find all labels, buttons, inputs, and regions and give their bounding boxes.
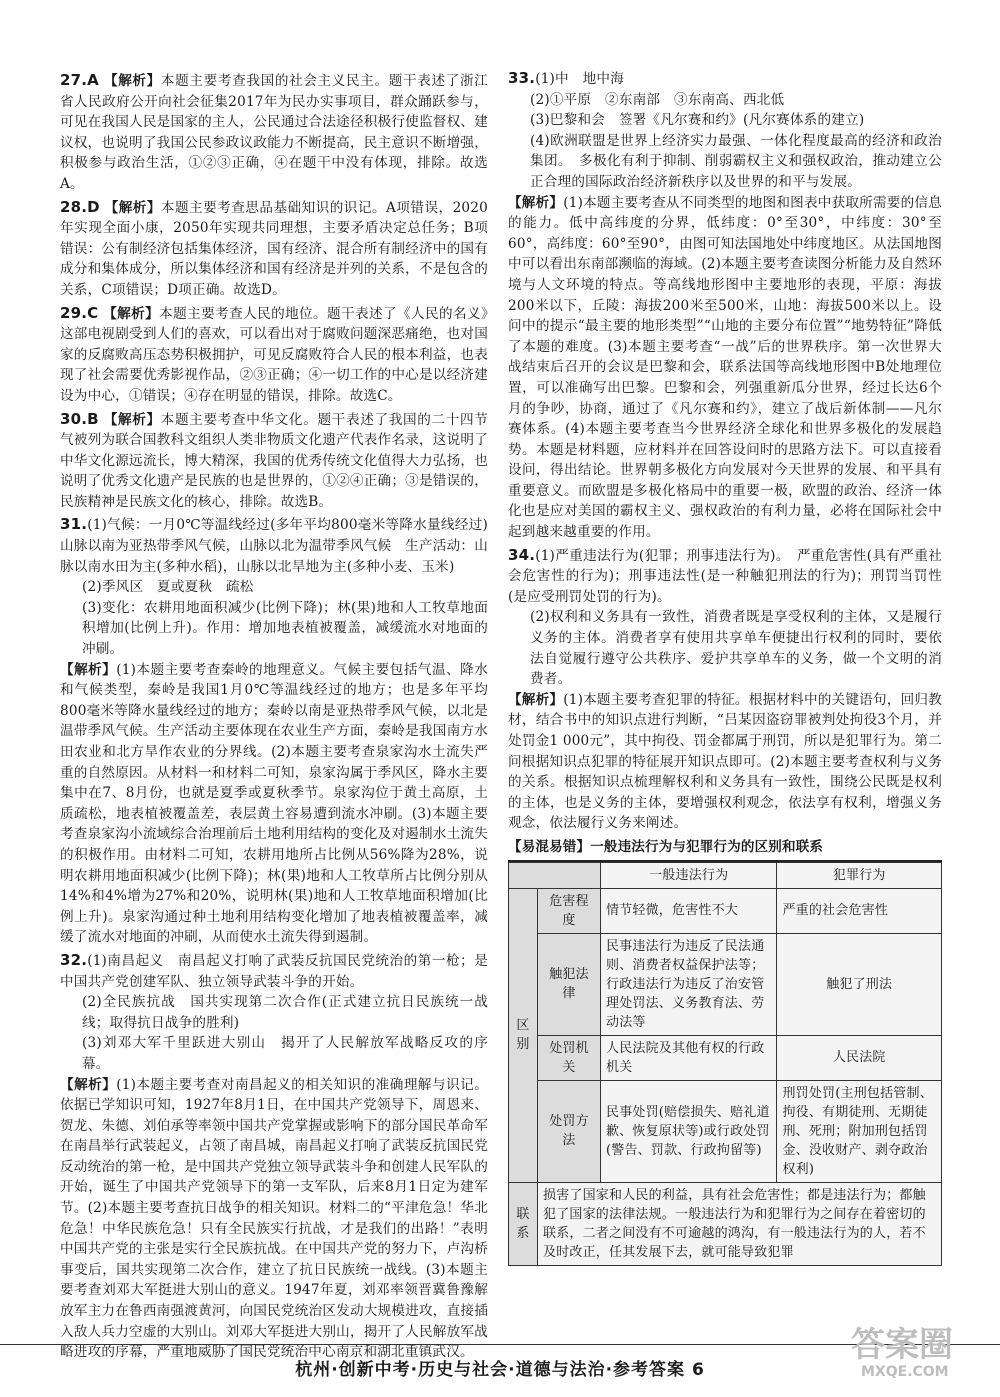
question-number: 31. [60,515,88,534]
answer-33 [508,68,942,543]
answer-34 [508,545,942,834]
row-label: 处罚机关 [538,1035,601,1080]
analysis-text: (1)本题主要考查秦岭的地理意义。气候主要包括气温、降水和气候类型，秦岭是我国1月0℃等温线经过的地方；也是多年平均800毫米等降水量线经过的地方；秦岭以南是亚热带季风气候，以北是温带季风气候。生产活动主要体现在农业生产方面，秦岭是我国南方水田农业和北方旱作农业的分界线。(2)本题主要考查泉家沟水土流失严重的自然原因。从材料一和材料二可知，泉家沟属于季风区，降水主要集中在7、8月份，也就是夏季或夏秋季节。泉家沟位于黄土高原，土质疏松，地表植被覆盖差，表层黄土容易遭到流水冲刷。(3)本题主要考查泉家沟小流域综合治理前后土地利用结构的变化及对遏制水土流失的积极作用。由材料二可知，农耕用地所占比例从56%降为28%，说明农耕用地面积减少(比例下降)；林(果)地和人工牧草所占比例分别从14%和4%增为27%和20%，说明林(果)地和人工牧草地面积增加(比例上升)。泉家沟通过种土地利用结构变化增加了地表植被覆盖率，减缓了流水对地面的冲刷，从而使水土流失得到遏制。 [60,661,488,946]
cell-crime: 严重的社会危害性 [777,888,942,933]
row-label: 危害程度 [538,888,601,933]
watermark-text: 答案圈 [851,1325,953,1365]
link-text: 损害了国家和人民的利益，具有社会危害性；都是违法行为；都触犯了国家的法律法规。一般违法行为和犯罪行为之间存在着密切的联系，二者之间没有不可逾越的鸿沟，有一般违法行为的人，若不及时改正，任其发展下去，就可能导致犯罪 [538,1182,942,1265]
row-label: 处罚方法 [538,1080,601,1182]
analysis-tag: 【解析】 [60,661,117,678]
answer-30 [60,409,488,513]
analysis-text: (1)本题主要考查从不同类型的地图和图表中获取所需要的信息的能力。低中高纬度的分界，低纬度：0°至30°，中纬度：30°至60°，高纬度：60°至90°，由图可知法国地处中纬度地区。从法国地图中可以看出东南部濒临的海域。(2)本题主要考查读图分析能力及自然环境与人文环境的特点。等高线地形图中主要地形的表现，平原：海拔200米以下，丘陵：海拔200米至500米，山地：海拔500米以上。设问中的提示“最主要的地形类型”“山地的主要分布位置”“地势特征”降低了本题的难度。(3)本题主要考查“一战”后的世界秩序。第一次世界大战结束后召开的会议是巴黎和会，联系法国等高线地形图中B处地理位置，可以准确写出巴黎。巴黎和会，列强重新瓜分世界，经过长达6个月的争吵，协商，通过了《凡尔赛和约》，建立了战后新体制——凡尔赛体系。(4)本题主要考查当今世界经济全球化和世界多极化的发展趋势。本题是材料题，应材料并在回答设问时的思路方法下。可以直接看设问，得出结论。世界朝多极化方向发展对今天世界的发展、和平具有重要意义。而欧盟是多极化格局中的重要一极，欧盟的政治、经济一体化也是应对美国的霸权主义、强权政治的有利力量，必将在国际社会中起到越来越重要的作用。 [508,194,942,541]
cell-crime: 人民法院 [777,1035,942,1080]
analysis-text: (1)本题主要考查对南昌起义的相关知识的准确理解与识记。依据已学知识可知，1927年8月1日，在中国共产党领导下，周恩来、贺龙、朱德、刘伯承等率领中国共产党掌握或影响下的部分国民革命军在南昌举行武装起义，占领了南昌城，南昌起义打响了武装反抗国民党反动统治的第一枪，是中国共产党独立领导武装斗争和创建人民军队的开始，诞生了中国共产党领导下的第一支军队，后来8月1日定为建军节。(2)本题主要考查抗日战争的相关知识。材料二的“平津危急！华北危急！中华民族危急！只有全民族实行抗战，才是我们的出路！”表明中国共产党的主张是实行全民族抗战。在中国共产党的努力下，卢沟桥事变后，国共实现第二次合作，建立了抗日民族统一战线。(3)本题主要考查刘邓大军挺进大别山的意义。1947年夏，刘邓率领晋冀鲁豫解放军主力在鲁西南强渡黄河，向国民党统治区发动大规模进攻，直接插入敌人兵力空虚的大别山。刘邓大军挺进大别山，揭开了人民解放军战略进攻的序幕，严重地威胁了国民党统治中心南京和湖北重镇武汉。 [60,1076,488,1361]
cell-crime: 触犯了刑法 [777,933,942,1035]
watermark-logo-icon [847,1320,972,1380]
analysis-text: 本题主要考查思品基础知识的识记。A项错误，2020年实现全面小康，2050年实现共同理想，主要矛盾决定总任务；B项错误：公有制经济包括集体经济，国有经济、混合所有制经济中的国有成分和集体成分，所以集体经济和国有经济是并列的关系，不是包含的关系，C项错误；D项正确。故选D。 [60,199,488,298]
analysis-tag: 【解析】 [508,691,564,708]
footer-text: 杭州·创新中考·历史与社会·道德与法治·参考答案 6 [295,1360,705,1380]
analysis-tag: 【解析】 [104,199,161,216]
table-corner [509,862,601,888]
row-label: 触犯法律 [538,933,601,1035]
question-number: 34. [508,545,536,564]
answer-part-3: (3)变化：农耕用地面积减少(比例下降)；林(果)地和人工牧草地面积增加(比例上升)。作用：增加地表植被覆盖，减缓流水对地面的冲刷。 [82,599,488,658]
answer-32 [60,950,488,1363]
answer-29 [60,303,488,407]
table-row [509,1182,942,1265]
answer-part-3: (3)巴黎和会 签署《凡尔赛和约》(凡尔赛体系的建立) [530,112,865,129]
answer-part-4: (4)欧洲联盟是世界上经济实力最强、一体化程度最高的经济和政治集团。 多极化有利于抑制、削弱霸权主义和强权政治，推动建立公正合理的国际政治经济新秩序以及世界的和平与发展。 [530,132,942,190]
table-header-row [509,862,942,888]
answer-part-1: (1)南昌起义 南昌起义打响了武装反抗国民党统治的第一枪；是中国共产党创建军队、独立领导武装斗争的开始。 [60,952,488,990]
cell-general: 民事违法行为违反了民法通则、消费者权益保护法等；行政违法行为违反了治安管理处罚法、义务教育法、劳动法等 [601,933,777,1035]
question-number: 30.B [60,409,99,428]
answer-part-2: (2)①平原 ②东南部 ③东南高、西北低 [530,91,785,108]
analysis-text: 本题主要考查我国的社会主义民主。题干表述了浙江省人民政府公开向社会征集2017年为民办实事项目，群众踊跃参与，可见在我国人民是国家的主人，公民通过合法途径积极行使监督权、建议权，也说明了我国公民参政议政能力不断提高，民主意识不断增强，积极参与政治生活，①②③正确，④在题干中没有体现，排除。故选A。 [60,73,488,192]
header-crime: 犯罪行为 [777,862,942,888]
answer-part-1: (1)严重违法行为(犯罪；刑事违法行为)。 严重危害性(具有严重社会危害性的行为)；刑事违法性(是一种触犯刑法的行为)；刑罚当罚性(是应受刑罚处罚的行为)。 [508,547,942,605]
answer-part-1: (1)气候：一月0℃等温线经过(多年平均800毫米等降水量线经过)山脉以南为亚热带季风气候，山脉以北为温带季风气候 生产活动：山脉以南水田为主(多种水稻)，山脉以北旱地为主(多种小麦、玉米) [60,517,488,575]
answer-part-2: (2)季风区 夏或夏秋 疏松 [82,579,254,596]
question-number: 33. [508,69,536,87]
question-number: 32. [60,950,88,969]
diff-label: 区别 [509,888,538,1182]
table-row [509,888,942,933]
cell-general: 民事处罚(赔偿损失、赔礼道歉、恢复原状等)或行政处罚(警告、罚款、行政拘留等) [601,1080,777,1182]
analysis-tag: 【解析】 [508,194,564,211]
answer-part-2: (2)权利和义务具有一致性，消费者既是享受权利的主体，又是履行义务的主体。消费者享有使用共享单车便捷出行权利的同时，要依法自觉履行遵守公共秩序、爱护共享单车的义务，做一个文明的消费者。 [530,609,942,688]
table-title: 【易混易错】一般违法行为与犯罪行为的区别和联系 [508,836,942,862]
link-label: 联系 [509,1182,538,1265]
analysis-tag: 【解析】 [103,305,160,322]
question-number: 29.C [60,303,99,322]
table-row [509,1080,942,1182]
analysis-text: 本题主要考查中华文化。题干表述了我国的二十四节气被列为联合国教科文组织人类非物质文化遗产代表作名录，这说明了中华文化源远流长，博大精深，我国的优秀传统文化值得大力弘扬，也说明了优秀文化遗产是民族的也是世界的，①②④正确；③是错误的，民族精神是民族文化的核心，排除。故选B。 [60,411,488,510]
cell-general: 情节轻微，危害性不大 [601,888,777,933]
header-general: 一般违法行为 [601,862,777,888]
comparison-table [508,862,942,1266]
analysis-text: 本题主要考查人民的地位。题干表述了《人民的名义》这部电视剧受到人们的喜欢，可以看出对于腐败问题深恶痛绝，也对国家的反腐败高压态势积极拥护，可见反腐败符合人民的根本利益，也表现了社会需要优秀影视作品，②③正确；④一切工作的中心是以经济建设为中心，①错误；④存在明显的错误，排除。故选C。 [60,305,488,404]
question-number: 27.A [60,71,99,89]
analysis-text: (1)本题主要考查犯罪的特征。根据材料中的关键语句，回归教材，结合书中的知识点进行判断，“吕某因盗窃罪被判处拘役3个月，并处罚金1 000元”，其中拘役、罚金都属于刑罚，所以是犯罪行为。第二问根据知识点犯罪的特征展开知识点即可。(2)本题主要考查权利与义务的关系。根据知识点梳理解权利和义务具有一致性，围绕公民既是权利的主体，也是义务的主体，要增强权利观念，依法享有权利，增强义务观念，依法履行义务来阐述。 [508,691,942,832]
answer-part-3: (3)刘邓大军千里跃进大别山 揭开了人民解放军战略反攻的序幕。 [82,1035,488,1072]
analysis-tag: 【解析】 [60,1076,117,1093]
answer-28 [60,197,488,301]
cell-general: 人民法院及其他有权的行政机关 [601,1035,777,1080]
right-column [508,68,942,1266]
table-row [509,933,942,1035]
answer-27 [60,70,488,195]
answer-part-2: (2)全民族抗战 国共实现第二次合作(正式建立抗日民族统一战线；取得抗日战争的胜利) [82,994,488,1031]
analysis-tag: 【解析】 [103,73,161,89]
cell-crime: 刑罚处罚(主刑包括管制、拘役、有期徒刑、无期徒刑、死刑；附加刑包括罚金、没收财产、剥夺政治权利) [777,1080,942,1182]
left-column [60,70,488,1365]
watermark-url: MXQE.COM [861,1364,949,1380]
answer-31 [60,514,488,947]
answer-part-1: (1)中 地中海 [535,71,625,87]
question-number: 28.D [60,197,100,216]
table-row [509,1035,942,1080]
analysis-tag: 【解析】 [103,411,161,428]
